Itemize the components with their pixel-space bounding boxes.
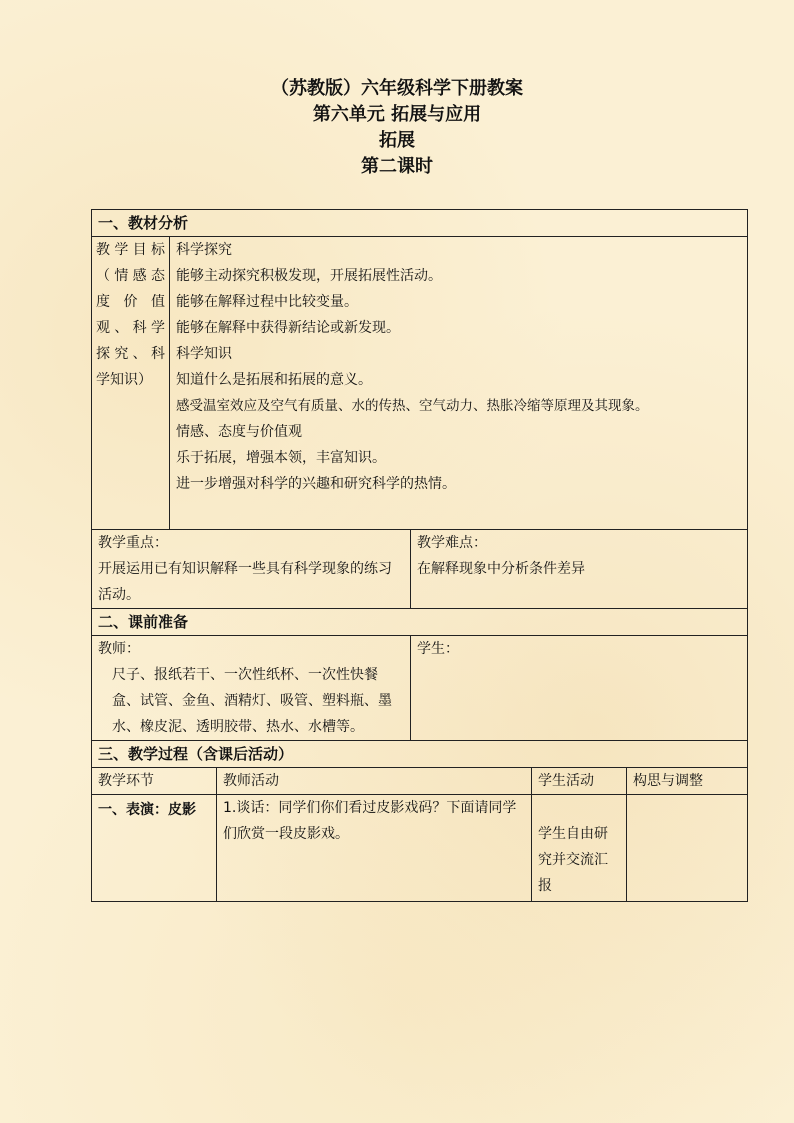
lesson-title: 拓展: [379, 130, 415, 151]
column-header: 教学环节: [92, 768, 217, 795]
teacher-prep-label: 教师：: [98, 641, 140, 657]
section-heading: 三、教学过程（含课后活动）: [92, 741, 748, 768]
section-heading-row: [92, 210, 748, 237]
column-header: 学生活动: [532, 768, 627, 795]
notes-cell: [627, 795, 748, 902]
key-points-label: 教学重点：: [98, 535, 168, 551]
lesson-plan-table: [91, 209, 748, 902]
objectives-label-cell: [92, 237, 170, 530]
section-heading: 二、课前准备: [92, 609, 748, 636]
objective-line: 能够主动探究积极发现，开展拓展性活动。: [176, 268, 442, 284]
objective-line: 能够在解释过程中比较变量。: [176, 294, 358, 310]
column-header: 构思与调整: [627, 768, 748, 795]
process-row: [92, 795, 748, 902]
student-activity-cell: [532, 795, 627, 902]
key-points-text: 开展运用已有知识解释一些具有科学现象的练习活动。: [98, 561, 392, 603]
stage-cell: [92, 795, 217, 902]
teacher-prep-items: 尺子、报纸若干、一次性纸杯、一次性快餐盒、试管、金鱼、酒精灯、吸管、塑料瓶、墨水、橡皮泥、透明胶带、热水、水槽等。: [112, 667, 392, 735]
objectives-cell: [170, 237, 748, 530]
document-title-block: [0, 76, 794, 180]
preparation-row: [92, 636, 748, 741]
objective-line: 情感、态度与价值观: [176, 424, 302, 440]
column-header: 教师活动: [217, 768, 532, 795]
student-activity-text: 学生自由研究并交流汇报: [538, 826, 608, 894]
objectives-row: [92, 237, 748, 530]
objective-line: 进一步增强对科学的兴趣和研究科学的热情。: [176, 476, 456, 492]
difficulties-text: 在解释现象中分析条件差异: [417, 561, 585, 577]
objectives-label: 教学目标（情感态度价值观、科学探究、科学知识）: [96, 242, 165, 388]
objective-line: 知道什么是拓展和拓展的意义。: [176, 372, 372, 388]
unit-title: 第六单元 拓展与应用: [312, 104, 482, 125]
key-points-cell: [92, 530, 411, 609]
period-title: 第二课时: [361, 156, 433, 177]
teacher-activity-text: 1.谈话：同学们你们看过皮影戏码？下面请同学们欣赏一段皮影戏。: [223, 800, 517, 842]
difficulties-label: 教学难点：: [417, 535, 487, 551]
teacher-activity-cell: [217, 795, 532, 902]
student-prep-cell: [411, 636, 748, 741]
stage-text: 一、表演：皮影: [98, 802, 196, 818]
section-heading: 一、教材分析: [92, 210, 748, 237]
focus-row: [92, 530, 748, 609]
teacher-prep-cell: [92, 636, 411, 741]
objective-line: 科学探究: [176, 242, 232, 258]
process-header-row: [92, 768, 748, 795]
section-heading-row: [92, 741, 748, 768]
doc-title: （苏教版）六年级科学下册教案: [271, 78, 523, 99]
student-prep-label: 学生：: [417, 641, 459, 657]
objective-line: 乐于拓展，增强本领，丰富知识。: [176, 450, 386, 466]
section-heading-row: [92, 609, 748, 636]
objective-line: 能够在解释中获得新结论或新发现。: [176, 320, 400, 336]
objective-line: 感受温室效应及空气有质量、水的传热、空气动力、热胀冷缩等原理及其现象。: [176, 398, 649, 414]
objective-line: 科学知识: [176, 346, 232, 362]
difficulties-cell: [411, 530, 748, 609]
